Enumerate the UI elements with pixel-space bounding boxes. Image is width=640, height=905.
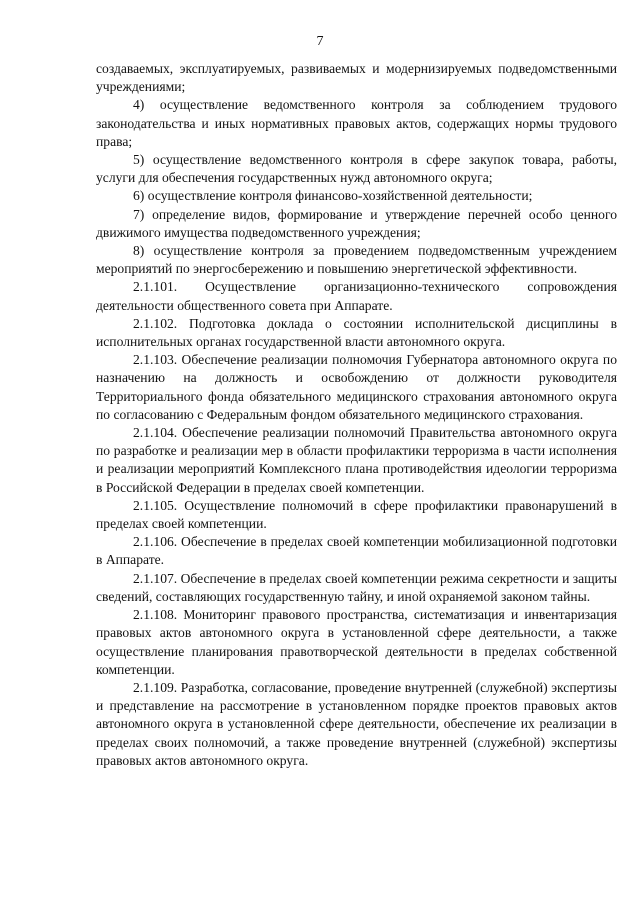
paragraph-continuation: создаваемых, эксплуатируемых, развиваемых и модернизируемых подведомственными учреждениями;	[96, 61, 617, 95]
paragraph-2-1-107: 2.1.107. Обеспечение в пределах своей компетенции режима секретности и защиты сведений, составляющих государственную тайну, и иной охраняемой законом тайны.	[96, 570, 617, 604]
paragraph-2-1-103: 2.1.103. Обеспечение реализации полномочия Губернатора автономного округа по назначению на должность и освобождению от должности руководителя Территориального фонда обязательного медицинского страхования автономного округа по согласованию с Федеральным фондом обязательного медицинского страхования.	[96, 352, 617, 422]
paragraph-2-1-105: 2.1.105. Осуществление полномочий в сфере профилактики правонарушений в пределах своей компетенции.	[96, 497, 617, 532]
paragraph-2-1-101: 2.1.101. Осуществление организационно-технического сопровождения деятельности общественного совета при Аппарате.	[96, 279, 617, 313]
paragraph-2-1-102: 2.1.102. Подготовка доклада о состоянии исполнительской дисциплины в исполнительных органах государственной власти автономного округа.	[96, 315, 617, 350]
document-body	[96, 60, 617, 770]
paragraph-item-8: 8) осуществление контроля за проведением подведомственным учреждением мероприятий по энергосбережению и повышению энергетической эффективности.	[96, 243, 617, 277]
page-number: 7	[316, 34, 324, 49]
paragraph-item-4: 4) осуществление ведомственного контроля за соблюдением трудового законодательства и иных нормативных правовых актов, содержащих нормы трудового права;	[96, 97, 617, 149]
paragraph-2-1-109: 2.1.109. Разработка, согласование, проведение внутренней (служебной) экспертизы и представление на рассмотрение в установленном порядке проектов правовых актов автономного округа в установленной сфере деятельности, обеспечение их реализации в пределах своих полномочий, а также проведение внутренней (служебной) экспертизы правовых актов автономного округа.	[96, 679, 617, 768]
paragraph-item-7: 7) определение видов, формирование и утверждение перечней особо ценного движимого имущества подведомственного учреждения;	[96, 206, 617, 240]
paragraph-2-1-108: 2.1.108. Мониторинг правового пространства, систематизация и инвентаризация правовых актов автономного округа в установленной сфере деятельности, а также осуществление планирования правотворческой деятельности в пределах собственной компетенции.	[96, 607, 617, 677]
paragraph-2-1-106: 2.1.106. Обеспечение в пределах своей компетенции мобилизационной подготовки в Аппарате.	[96, 534, 617, 568]
paragraph-item-5: 5) осуществление ведомственного контроля в сфере закупок товара, работы, услуги для обеспечения государственных нужд автономного округа;	[96, 152, 617, 186]
paragraph-item-6: 6) осуществление контроля финансово-хозяйственной деятельности;	[133, 188, 533, 204]
paragraph-2-1-104: 2.1.104. Обеспечение реализации полномочий Правительства автономного округа по разработке и реализации мер в области профилактики терроризма в части исполнения и реализации мероприятий Комплексного плана противодействия идеологии терроризма в Российской Федерации в пределах своей компетенции.	[96, 425, 617, 495]
